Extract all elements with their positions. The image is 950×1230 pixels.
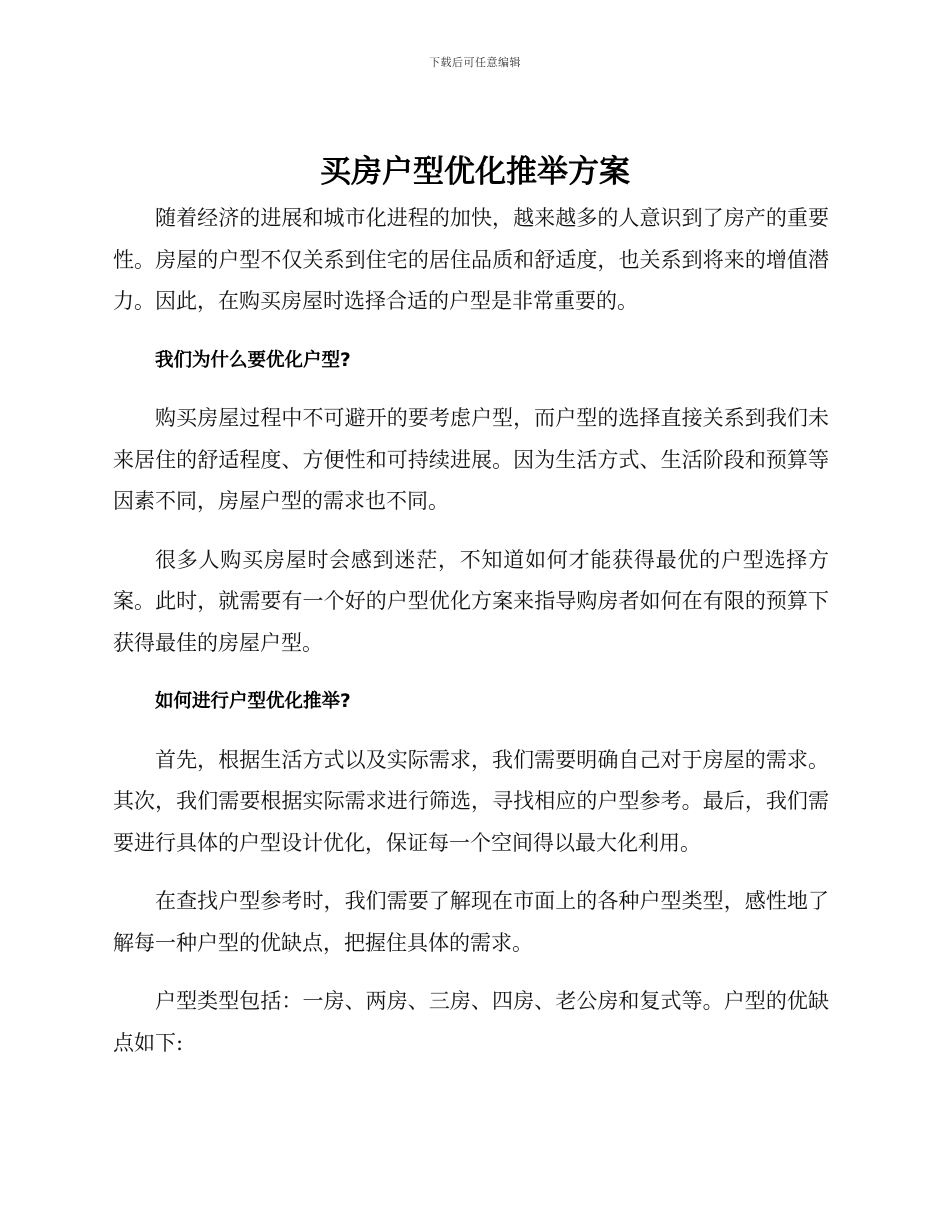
- document-body: [113, 198, 829, 1081]
- section-heading-how-to-recommend: 如何进行户型优化推举?: [155, 691, 351, 712]
- paragraph-intro: 随着经济的进展和城市化进程的加快，越来越多的人意识到了房产的重要性。房屋的户型不仅关系到住宅的居住品质和舒适度，也关系到将来的增值潜力。因此，在购买房屋时选择合适的户型是非常重要的。: [113, 206, 829, 313]
- paragraph-why-2: 很多人购买房屋时会感到迷茫，不知道如何才能获得最优的户型选择方案。此时，就需要有一个好的户型优化方案来指导购房者如何在有限的预算下获得最佳的房屋户型。: [113, 547, 829, 655]
- paragraph-how-1: 首先，根据生活方式以及实际需求，我们需要明确自己对于房屋的需求。其次，我们需要根据实际需求进行筛选，寻找相应的户型参考。最后，我们需要进行具体的户型设计优化，保证每一个空间得以最大化利用。: [113, 747, 829, 855]
- paragraph-types: 户型类型包括：一房、两房、三房、四房、老公房和复式等。户型的优缺点如下:: [113, 989, 829, 1055]
- document-title: 买房户型优化推举方案: [320, 154, 630, 190]
- paragraph-why-1: 购买房屋过程中不可避开的要考虑户型，而户型的选择直接关系到我们未来居住的舒适程度、方便性和可持续进展。因为生活方式、生活阶段和预算等因素不同，房屋户型的需求也不同。: [113, 406, 829, 513]
- page-header-note: 下载后可任意编辑: [429, 56, 521, 69]
- section-heading-why-optimize: 我们为什么要优化户型?: [155, 349, 351, 371]
- paragraph-how-2: 在查找户型参考时，我们需要了解现在市面上的各种户型类型，感性地了解每一种户型的优缺点，把握住具体的需求。: [113, 889, 829, 955]
